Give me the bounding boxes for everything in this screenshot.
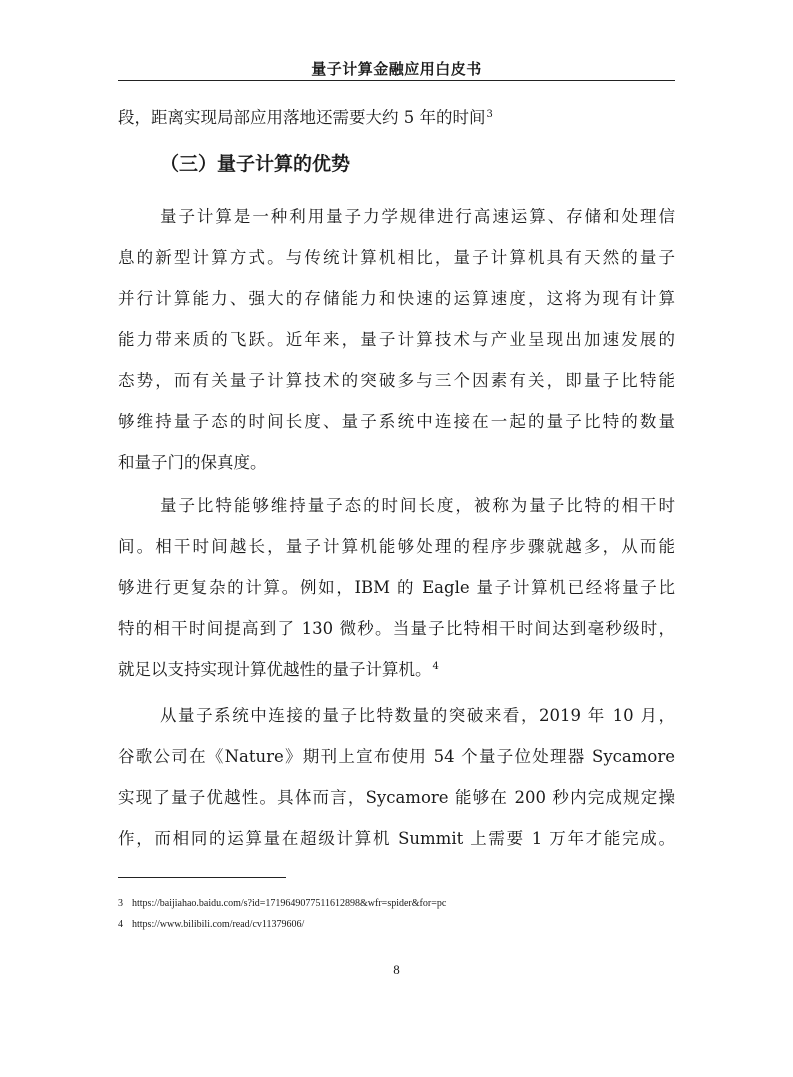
footnote-link[interactable]: https://www.bilibili.com/read/cv11379606/ [132, 919, 305, 930]
paragraph-line [118, 107, 675, 129]
footnote-link[interactable]: https://baijiahao.baidu.com/s?id=1719649077511612898&wfr=spider&for=pc [132, 898, 447, 909]
page-number: 8 [393, 962, 400, 977]
paragraph-line: 间。相干时间越长，量子计算机能够处理的程序步骤就越多，从而能 [118, 537, 675, 556]
line-text: 就足以支持实现计算优越性的量子计算机。 [118, 660, 432, 679]
section-heading: （三）量子计算的优势 [160, 153, 351, 175]
paragraph-line: 量子计算是一种利用量子力学规律进行高速运算、存储和处理信 [160, 207, 675, 226]
footnote-ref[interactable]: 3 [486, 108, 493, 120]
footnote-ref[interactable]: 4 [432, 660, 439, 672]
footnote-divider [118, 877, 286, 878]
line-text: 段，距离实现局部应用落地还需要大约 5 年的时间 [118, 108, 486, 127]
paragraph-line: 态势，而有关量子计算技术的突破多与三个因素有关，即量子比特能 [118, 371, 675, 390]
paragraph-line: 够维持量子态的时间长度、量子系统中连接在一起的量子比特的数量 [118, 412, 675, 431]
paragraph-line: 特的相干时间提高到了 130 微秒。当量子比特相干时间达到毫秒级时， [118, 619, 675, 638]
paragraph-line: 作，而相同的运算量在超级计算机 Summit 上需要 1 万年才能完成。 [118, 829, 675, 848]
paragraph-line [118, 659, 675, 681]
paragraph-line: 并行计算能力、强大的存储能力和快速的运算速度，这将为现有计算 [118, 289, 675, 308]
paragraph-line: 谷歌公司在《Nature》期刊上宣布使用 54 个量子位处理器 Sycamore [118, 747, 675, 766]
paragraph-line: 从量子系统中连接的量子比特数量的突破来看，2019 年 10 月， [160, 706, 675, 725]
footnote [118, 918, 304, 932]
paragraph-line: 量子比特能够维持量子态的时间长度，被称为量子比特的相干时 [160, 496, 675, 515]
running-header: 量子计算金融应用白皮书 [311, 60, 482, 78]
header-divider [118, 80, 675, 81]
paragraph-line: 够进行更复杂的计算。例如，IBM 的 Eagle 量子计算机已经将量子比 [118, 578, 675, 597]
paragraph-line: 实现了量子优越性。具体而言，Sycamore 能够在 200 秒内完成规定操 [118, 788, 675, 807]
footnote-number: 4 [118, 919, 123, 930]
footnote-number: 3 [118, 898, 123, 909]
paragraph-line: 和量子门的保真度。 [118, 453, 267, 472]
footnote [118, 897, 446, 911]
paragraph-line: 能力带来质的飞跃。近年来，量子计算技术与产业呈现出加速发展的 [118, 330, 675, 349]
paragraph-line: 息的新型计算方式。与传统计算机相比，量子计算机具有天然的量子 [118, 248, 675, 267]
